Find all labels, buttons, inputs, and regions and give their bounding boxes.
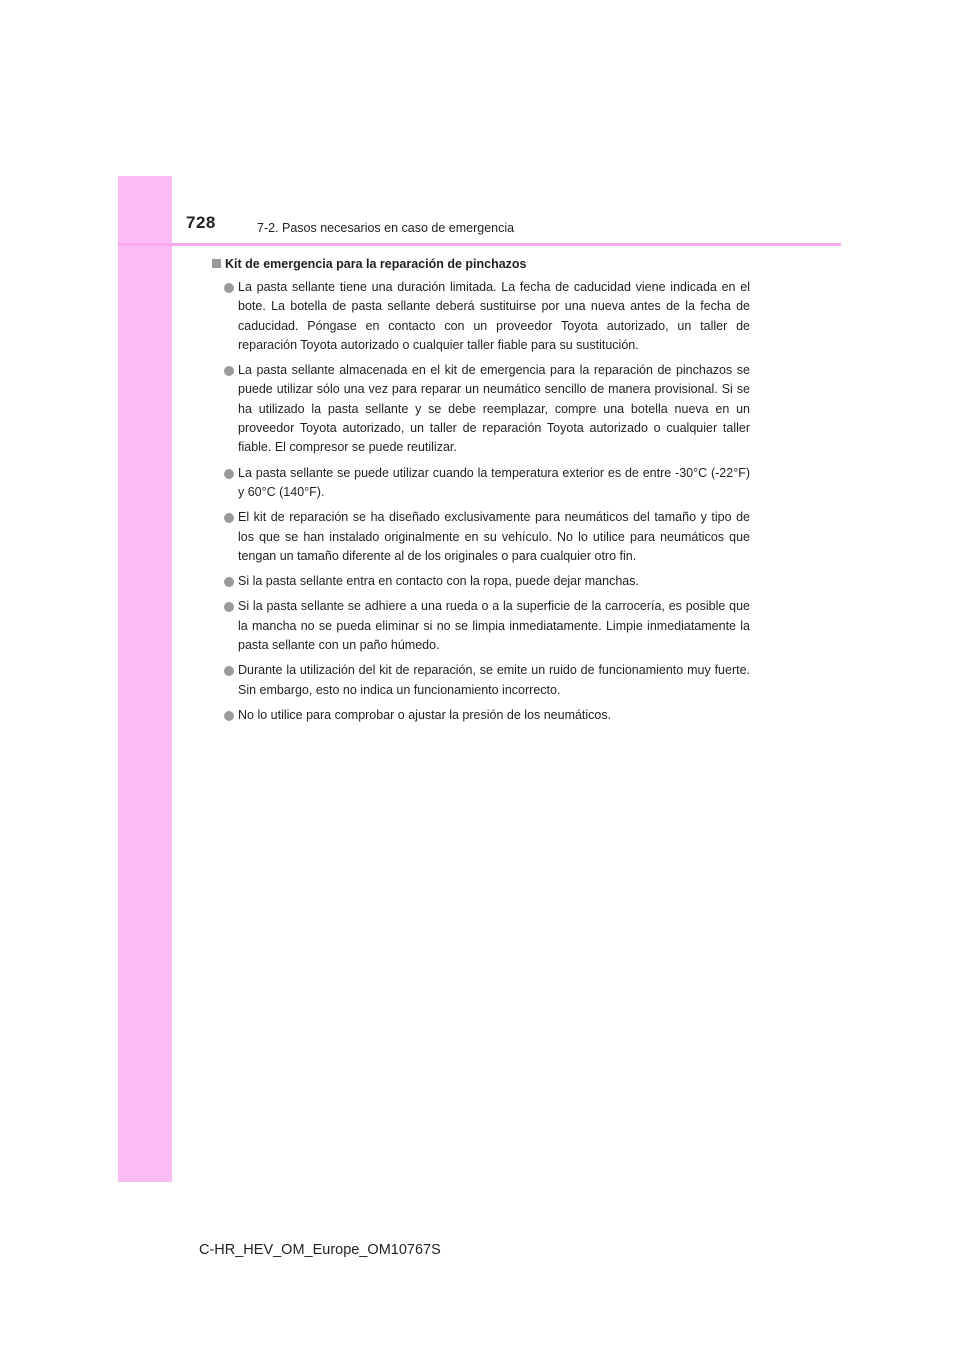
list-item-text: Si la pasta sellante entra en contacto con la ropa, puede dejar manchas. — [238, 574, 639, 589]
subsection-heading — [212, 254, 750, 274]
header-rule — [118, 243, 841, 246]
list-item-text: El kit de reparación se ha diseñado exclusivamente para neumáticos del tamaño y tipo de los que se han instalado originalmente en su vehículo. No lo utilice para neumáticos que tengan un tamaño diferente al de los originales o para cualquier otro fin. — [238, 510, 750, 563]
round-bullet-icon — [224, 469, 234, 479]
list-item — [212, 508, 750, 566]
page-number: 728 — [186, 213, 216, 232]
list-item-text: No lo utilice para comprobar o ajustar la presión de los neumáticos. — [238, 707, 612, 722]
list-item — [212, 278, 750, 355]
list-item-text: Durante la utilización del kit de reparación, se emite un ruido de funcionamiento muy fuerte. Sin embargo, esto no indica un funcionamiento incorrecto. — [238, 663, 750, 697]
round-bullet-icon — [224, 283, 234, 293]
round-bullet-icon — [224, 666, 234, 676]
round-bullet-icon — [224, 366, 234, 376]
list-item-text: La pasta sellante tiene una duración limitada. La fecha de caducidad viene indicada en el bote. La botella de pasta sellante deberá sustituirse por una nueva antes de la fecha de caducidad. Póngase en contacto con un proveedor Toyota autorizado, un taller de reparación Toyota autorizado o cualquier taller fiable para su sustitución. — [238, 280, 750, 352]
round-bullet-icon — [224, 711, 234, 721]
list-item-text: Si la pasta sellante se adhiere a una rueda o a la superficie de la carrocería, es posible que la mancha no se pueda eliminar si no se limpia inmediatamente. Limpie inmediatamente la pasta sellante con un paño húmedo. — [238, 599, 750, 653]
list-item — [212, 464, 750, 503]
list-item-text: La pasta sellante almacenada en el kit de emergencia para la reparación de pinchazos se puede utilizar sólo una vez para reparar un neumático sencillo de manera provisional. Si se ha utilizado la pasta sellante y se debe reemplazar, compre una botella nueva en un proveedor Toyota autorizado, un taller de reparación Toyota autorizado o cualquier taller fiable. El compresor se puede reutilizar. — [238, 363, 750, 455]
square-bullet-icon — [212, 259, 221, 268]
round-bullet-icon — [224, 513, 234, 523]
list-item — [212, 597, 750, 655]
side-color-band — [118, 176, 172, 1182]
document-code-footer: C-HR_HEV_OM_Europe_OM10767S — [199, 1242, 441, 1258]
list-item-text: La pasta sellante se puede utilizar cuando la temperatura exterior es de entre -30°C (-22°F) y 60°C (140°F). — [238, 465, 750, 499]
list-item — [212, 706, 750, 725]
list-item — [212, 661, 750, 700]
list-item — [212, 572, 750, 591]
subsection-heading-text: Kit de emergencia para la reparación de pinchazos — [225, 257, 527, 271]
round-bullet-icon — [224, 577, 234, 587]
section-title: 7-2. Pasos necesarios en caso de emergencia — [257, 221, 515, 235]
list-item — [212, 361, 750, 457]
round-bullet-icon — [224, 602, 234, 612]
main-content — [212, 254, 750, 731]
